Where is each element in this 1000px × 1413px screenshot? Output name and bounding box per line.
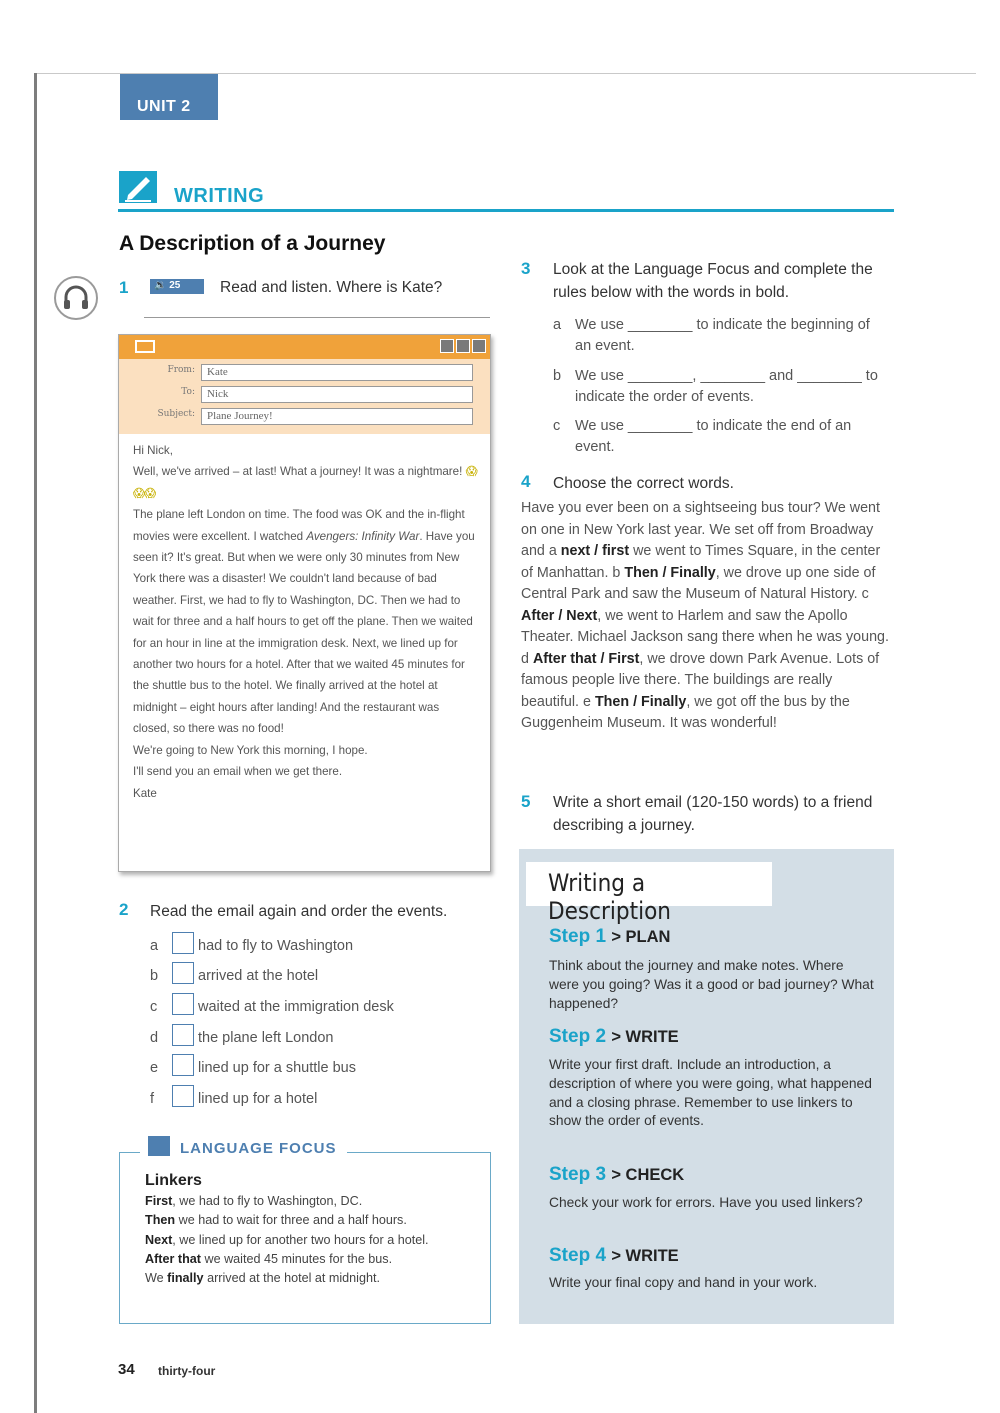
ex3-number: 3 — [521, 259, 531, 278]
from-label: From: — [167, 365, 195, 375]
list-item: a had to fly to Washington — [150, 932, 353, 954]
list-item: e lined up for a shuttle bus — [150, 1054, 356, 1076]
order-box[interactable] — [172, 1054, 194, 1076]
email-greeting: Hi Nick, — [133, 444, 173, 457]
subject-label: Subject: — [157, 409, 195, 419]
rule-c: c We use ________ to indicate the end of an event. — [553, 418, 852, 455]
email-paragraph: Well, we've arrived – at last! What a journey! It was a nightmare! 😱😱😱 — [133, 465, 477, 500]
to-label: To: — [181, 387, 195, 397]
step-4-text: Write your final copy and hand in your work. — [549, 1275, 818, 1290]
choice-d[interactable]: After that / First — [532, 650, 640, 667]
maximize-icon[interactable] — [456, 339, 470, 353]
writing-box-title: Writing a Description — [526, 862, 772, 906]
step-3-text: Check your work for errors. Have you used linkers? — [549, 1195, 863, 1210]
list-item: c waited at the immigration desk — [150, 993, 394, 1015]
ex5-instruction: Write a short email (120-150 words) to a friend describing a journey. — [553, 794, 873, 834]
choice-a[interactable]: next / first — [560, 543, 630, 559]
step-2-text: Write your first draft. Include an introduction, a description of where you were going, what happened and a closing phrase. Remember to use linkers to show the order of events. — [549, 1057, 872, 1129]
ex2-instruction: Read the email again and order the events. — [150, 903, 448, 920]
email-body — [119, 434, 490, 804]
step-1-heading: Step 1 > PLAN — [549, 926, 671, 947]
linker-example: After that we waited 45 minutes for the bus. — [145, 1251, 393, 1266]
step-1-text: Think about the journey and make notes. Where were you going? Was it a good or bad journey? What happened? — [549, 958, 874, 1011]
language-focus-heading: Linkers — [145, 1172, 202, 1189]
audio-track-badge[interactable]: 🔉 25 — [150, 279, 204, 294]
ex1-instruction: Read and listen. Where is Kate? — [220, 279, 443, 296]
order-box[interactable] — [172, 932, 194, 954]
choice-e[interactable]: Then / Finally — [594, 693, 687, 710]
email-header — [119, 359, 490, 434]
rule-a: a We use ________ to indicate the beginning of an event. — [553, 317, 870, 354]
ex5-number: 5 — [521, 792, 531, 811]
section-title: WRITING — [174, 185, 265, 207]
choice-c[interactable]: After / Next — [521, 607, 598, 624]
unit-tab: UNIT 2 — [120, 74, 218, 120]
email-window — [118, 334, 491, 872]
pencil-icon — [119, 171, 157, 203]
email-paragraph: The plane left London on time. The food was OK and the in-flight movies were excellent. I watched Avengers: Infinity War. Have you seen it? It's great. But when we were only 30 minutes from New York there was a disaster! We couldn't land because of bad weather. First, we had to fly to Washington, DC. Then we had to wait for three and a half hours to get off the plane. Then we waited for an hour in line at the immigration desk. Next, we lined up for another two hours for a hotel. After that we waited 45 minutes for the shuttle bus to the hotel. We finally arrived at the hotel at midnight – eight hours after landing! And the restaurant was closed, so there was no food! — [133, 508, 475, 736]
email-titlebar — [119, 335, 490, 359]
subject-field[interactable]: Plane Journey! — [201, 408, 473, 425]
ex1-separator — [144, 317, 490, 318]
email-paragraph: I'll send you an email when we get there. — [133, 765, 343, 779]
headphones-icon[interactable] — [54, 276, 98, 320]
order-box[interactable] — [172, 993, 194, 1015]
close-icon[interactable] — [472, 339, 486, 353]
list-item: f lined up for a hotel — [150, 1085, 317, 1107]
list-item: d the plane left London — [150, 1024, 333, 1046]
ex4-number: 4 — [521, 472, 531, 491]
rule-b: b We use ________, ________ and ________ to indicate the order of events. — [553, 368, 878, 405]
choice-b[interactable]: Then / Finally — [624, 564, 716, 581]
linker-example: Then we had to wait for three and a half hours. — [145, 1213, 407, 1228]
screaming-faces-icon: 😱😱😱 — [133, 465, 477, 500]
email-signoff: Kate — [133, 786, 157, 800]
list-item: b arrived at the hotel — [150, 962, 318, 984]
step-3-heading: Step 3 > CHECK — [549, 1164, 685, 1185]
ex1-number: 1 — [119, 278, 129, 297]
minimize-icon[interactable] — [440, 339, 454, 353]
ex3-instruction: Look at the Language Focus and complete the rules below with the words in bold. — [553, 261, 873, 301]
ex2-number: 2 — [119, 900, 129, 919]
page-title: A Description of a Journey — [119, 232, 386, 255]
to-field[interactable]: Nick — [201, 386, 473, 403]
envelope-icon — [135, 340, 155, 353]
linker-example: We finally arrived at the hotel at midnight. — [145, 1271, 380, 1286]
left-margin-rule — [34, 73, 37, 1413]
step-4-heading: Step 4 > WRITE — [549, 1245, 679, 1266]
step-2-heading: Step 2 > WRITE — [549, 1026, 679, 1047]
language-focus-title: LANGUAGE FOCUS — [140, 1136, 347, 1157]
focus-icon — [148, 1136, 170, 1156]
ex4-instruction: Choose the correct words. — [553, 475, 734, 492]
from-field[interactable]: Kate — [201, 364, 473, 381]
section-rule — [118, 209, 894, 212]
page-number-words: thirty-four — [158, 1364, 216, 1378]
ex4-passage: Have you ever been on a sightseeing bus tour? We went on one in New York last year. We set off from Broadway and a next / first we went to Times Square, in the center of Manhattan. b Then / Finally, we drove up one side of Central Park and saw the Museum of Natural History. c After / Next, we went to Harlem and saw the Apollo Theater. Michael Jackson sang there when he was young. d After that / First, we drove down Park Avenue. Lots of famous people live there. The buildings are really beautiful. e Then / Finally, we got off the bus by the Guggenheim Museum. It was wonderful! — [521, 500, 889, 731]
email-paragraph: We're going to New York this morning, I hope. — [133, 743, 368, 757]
page-number: 34 — [118, 1361, 135, 1378]
language-focus-body — [145, 1170, 480, 1288]
linker-example: First, we had to fly to Washington, DC. — [145, 1194, 363, 1208]
order-box[interactable] — [172, 1085, 194, 1107]
order-box[interactable] — [172, 1024, 194, 1046]
order-box[interactable] — [172, 962, 194, 984]
linker-example: Next, we lined up for another two hours for a hotel. — [145, 1232, 429, 1247]
